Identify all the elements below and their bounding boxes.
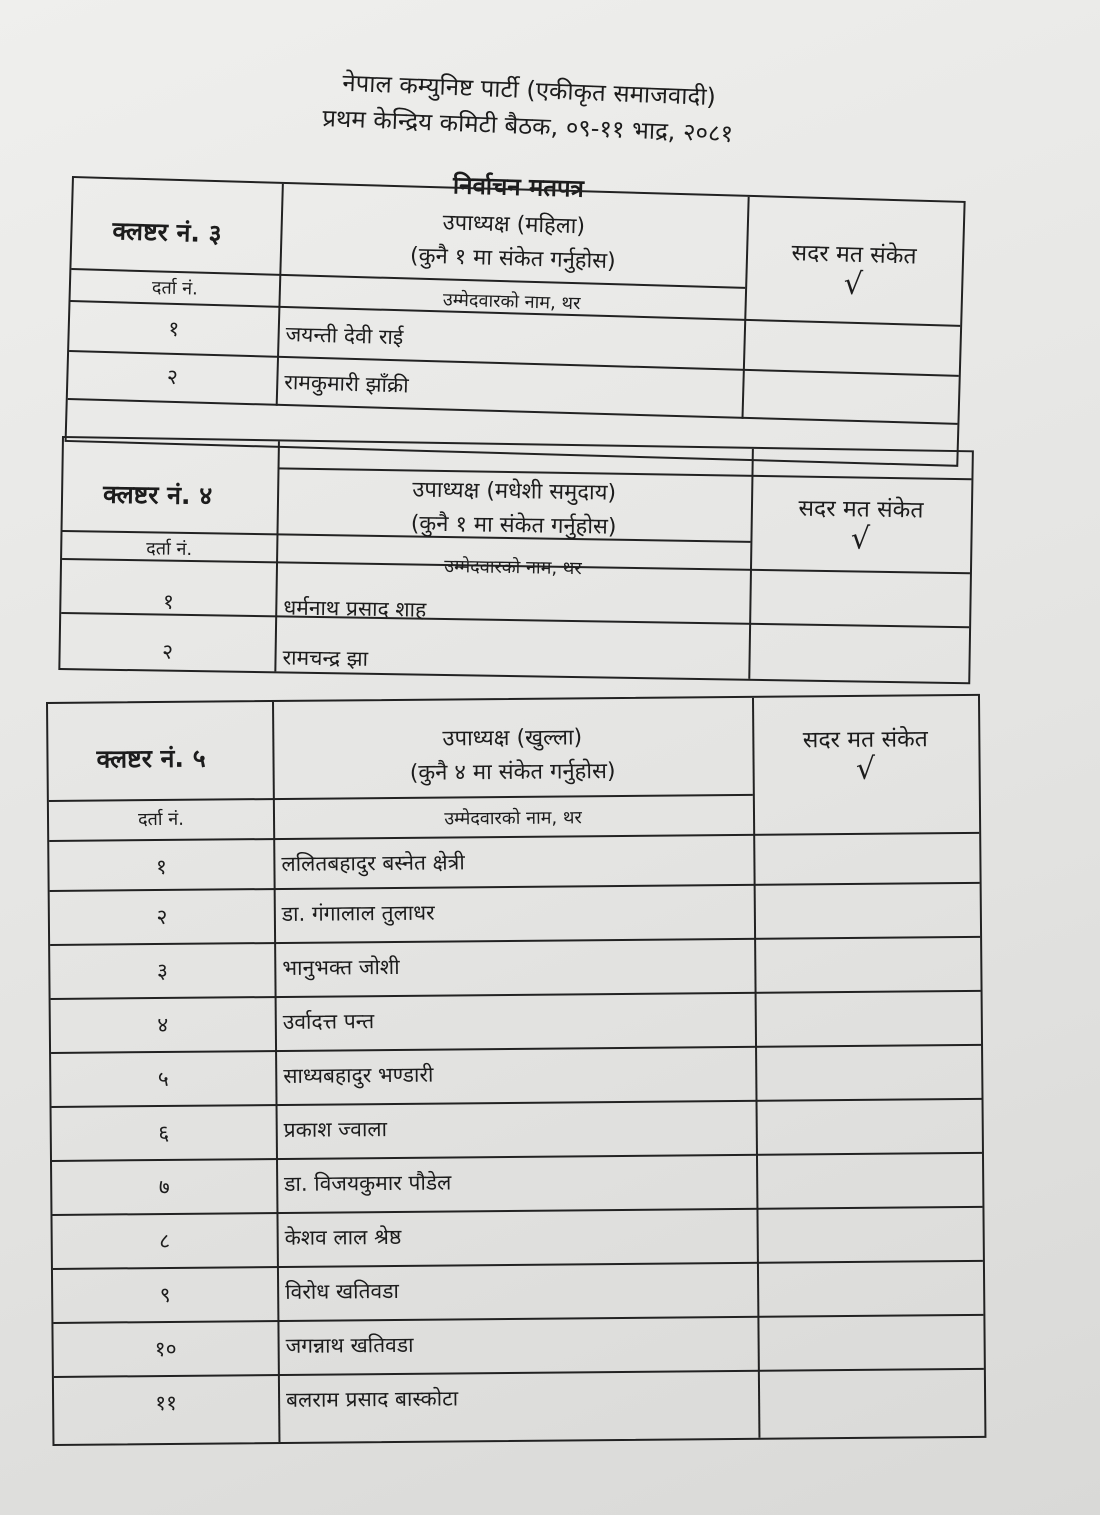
meeting-info: प्रथम केन्द्रिय कमिटी बैठक, ०९-११ भाद्र, २०८१: [321, 104, 734, 148]
valid-vote-header: सदर मत संकेत: [798, 495, 924, 524]
ballot-title: निर्वाचन मतपत्र: [452, 171, 585, 203]
candidate-number: १: [155, 854, 168, 880]
candidate-number: १: [167, 316, 180, 342]
cluster-label: क्लष्टर नं. ३: [112, 216, 223, 249]
candidate-number: ८: [159, 1228, 171, 1254]
candidate-name: ललितबहादुर बस्नेत क्षेत्री: [281, 850, 465, 876]
vote-mark-box[interactable]: [759, 1316, 981, 1370]
candidate-name: धर्मनाथ प्रसाद शाह: [283, 595, 427, 622]
candidate-name: डा. गंगालाल तुलाधर: [281, 900, 435, 926]
candidate-number: ३: [156, 958, 168, 984]
vote-mark-box[interactable]: [758, 1100, 980, 1154]
candidate-number: २: [166, 364, 179, 390]
candidate-number: १०: [154, 1336, 177, 1362]
candidate-name: भानुभक्त जोशी: [282, 954, 400, 980]
candidate-name: जगन्नाथ खतिवडा: [285, 1332, 414, 1358]
post-title: उपाध्यक्ष (खुल्ला): [442, 725, 583, 752]
vote-mark-box[interactable]: [760, 1370, 983, 1436]
candidate-name: विरोध खतिवडा: [285, 1278, 399, 1304]
post-title: उपाध्यक्ष (मधेशी समुदाय): [412, 477, 617, 506]
candidate-name: साध्यबहादुर भण्डारी: [283, 1062, 434, 1088]
candidate-number: ७: [158, 1174, 170, 1200]
vote-mark-box[interactable]: [751, 571, 968, 624]
cluster-label: क्लष्टर नं. ४: [102, 479, 213, 511]
vote-mark-box[interactable]: [756, 884, 978, 938]
vote-mark-box[interactable]: [758, 1154, 980, 1208]
candidate-number: २: [161, 639, 174, 664]
candidate-number: १: [162, 589, 175, 614]
candidate-number: ९: [159, 1282, 171, 1308]
candidate-number: ११: [155, 1390, 178, 1416]
valid-vote-header: सदर मत संकेत: [802, 726, 928, 754]
candidate-name: केशव लाल श्रेष्ठ: [284, 1224, 402, 1250]
reg-no-header: दर्ता नं.: [151, 277, 199, 300]
candidate-number: ५: [157, 1066, 169, 1092]
candidate-name-header: उम्मेदवारको नाम, थर: [444, 556, 582, 580]
candidate-name-header: उम्मेदवारको नाम, थर: [442, 289, 581, 315]
candidate-name-header: उम्मेदवारको नाम, थर: [444, 807, 582, 830]
candidate-number: ४: [157, 1012, 169, 1038]
candidate-name: जयन्ती देवी राई: [285, 322, 404, 350]
candidate-name: रामचन्द्र झा: [282, 645, 369, 671]
cluster-5-table: [46, 694, 986, 1446]
vote-mark-box[interactable]: [757, 1046, 979, 1100]
cluster-3-table: [65, 176, 966, 467]
candidate-name: बलराम प्रसाद बास्कोटा: [285, 1386, 459, 1412]
candidate-number: ६: [158, 1120, 170, 1146]
valid-vote-header: सदर मत संकेत: [791, 240, 917, 270]
candidate-number: २: [156, 904, 168, 930]
vote-mark-box[interactable]: [750, 625, 967, 680]
cluster-label: क्लष्टर नं. ५: [96, 743, 206, 774]
candidate-name: प्रकाश ज्वाला: [283, 1117, 388, 1142]
post-title: उपाध्यक्ष (महिला): [442, 210, 586, 240]
checkmark-icon: √: [850, 521, 871, 557]
cluster-4-table: [58, 436, 974, 684]
reg-no-header: दर्ता नं.: [146, 538, 193, 561]
checkmark-icon: √: [855, 751, 876, 787]
vote-mark-box[interactable]: [745, 321, 958, 373]
vote-mark-box[interactable]: [744, 371, 957, 421]
candidate-name: डा. विजयकुमार पौडेल: [284, 1170, 452, 1196]
party-name: नेपाल कम्युनिष्ट पार्टी (एकीकृत समाजवादी): [341, 68, 717, 112]
post-instruction: (कुनै ४ मा संकेत गर्नुहोस): [409, 759, 616, 786]
vote-mark-box[interactable]: [759, 1262, 981, 1316]
vote-mark-box[interactable]: [758, 1208, 980, 1262]
candidate-name: उर्वादत्त पन्त: [282, 1009, 375, 1034]
vote-mark-box[interactable]: [757, 992, 979, 1046]
vote-mark-box[interactable]: [755, 834, 977, 884]
post-instruction: (कुनै १ मा संकेत गर्नुहोस): [409, 243, 617, 275]
reg-no-header: दर्ता नं.: [137, 808, 185, 831]
vote-mark-box[interactable]: [756, 938, 978, 992]
post-instruction: (कुनै १ मा संकेत गर्नुहोस): [410, 511, 617, 540]
candidate-name: रामकुमारी झाँक्री: [283, 370, 409, 398]
checkmark-icon: √: [843, 266, 864, 303]
ballot-header: [267, 62, 789, 154]
